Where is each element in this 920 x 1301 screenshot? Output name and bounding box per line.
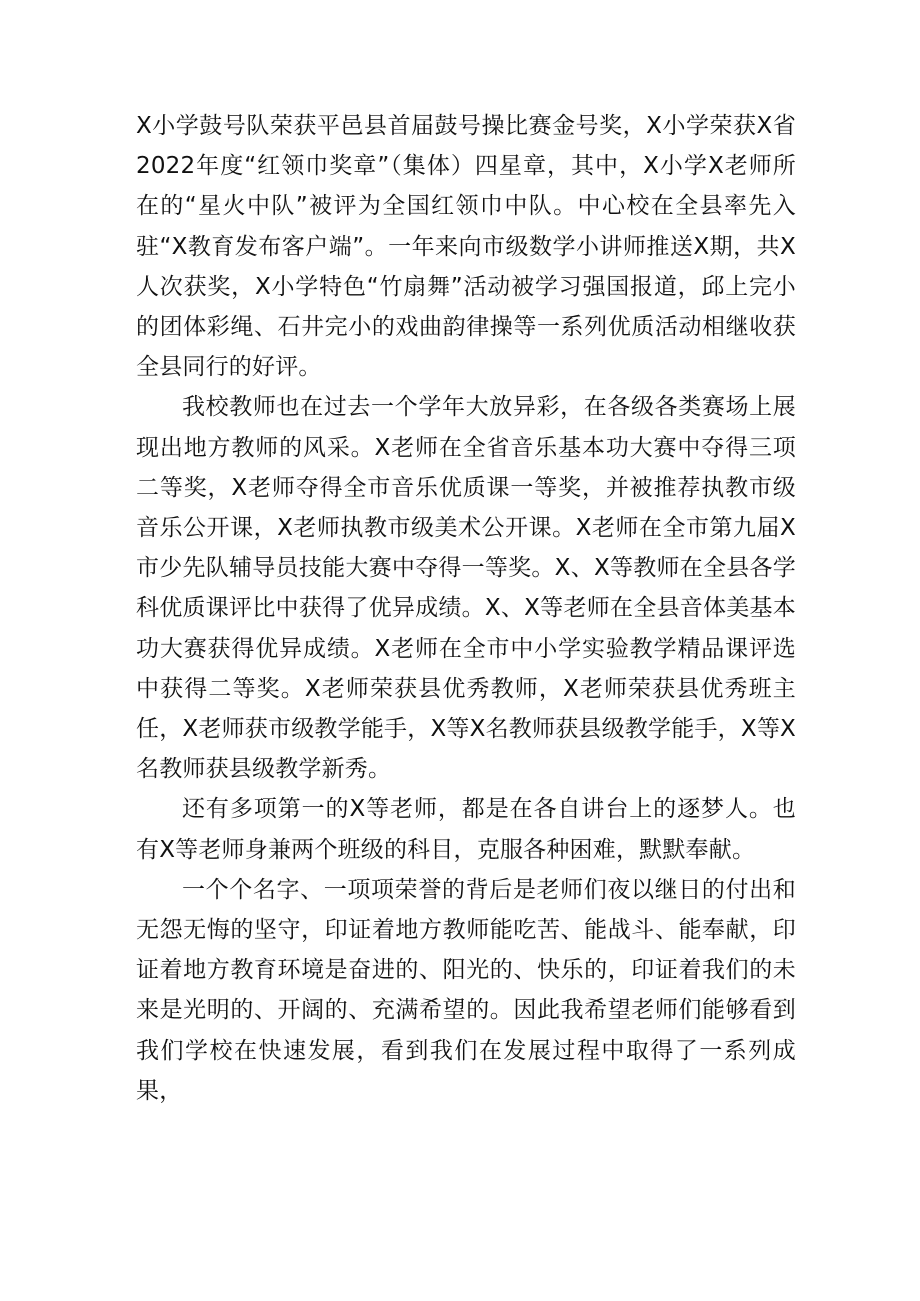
- paragraph-1: X小学鼓号队荣获平邑县首届鼓号操比赛金号奖，X小学荣获X省2022年度“红领巾奖章”（集体）四星章，其中，X小学X老师所在的“星火中队”被评为全国红领巾中队。中心校在全县率先入驻“X教育发布客户端”。一年来向市级数学小讲师推送X期，共X人次获奖，X小学特色“竹扇舞”活动被学习强国报道，邱上完小的团体彩绳、石井完小的戏曲韵律操等一系列优质活动相继收获全县同行的好评。: [136, 113, 796, 381]
- paragraph-4: 一个个名字、一项项荣誉的背后是老师们夜以继日的付出和无怨无悔的坚守，印证着地方教师能吃苦、能战斗、能奉献，印证着地方教育环境是奋进的、阳光的、快乐的，印证着我们的未来是光明的、开阔的、充满希望的。因此我希望老师们能够看到我们学校在快速发展，看到我们在发展过程中取得了一系列成果，: [136, 876, 796, 1104]
- paragraph-3: 还有多项第一的X等老师，都是在各自讲台上的逐梦人。也有X等老师身兼两个班级的科目，克服各种困难，默默奉献。: [136, 796, 796, 863]
- document-body: [136, 106, 796, 1111]
- paragraph-2: 我校教师也在过去一个学年大放异彩，在各级各类赛场上展现出地方教师的风采。X老师在全省音乐基本功大赛中夺得三项二等奖，X老师夺得全市音乐优质课一等奖，并被推荐执教市级音乐公开课，X老师执教市级美术公开课。X老师在全市第九届X市少先队辅导员技能大赛中夺得一等奖。X、X等教师在全县各学科优质课评比中获得了优异成绩。X、X等老师在全县音体美基本功大赛获得优异成绩。X老师在全市中小学实验教学精品课评选中获得二等奖。X老师荣获县优秀教师，X老师荣获县优秀班主任，X老师获市级教学能手，X等X名教师获县级教学能手，X等X名教师获县级教学新秀。: [136, 394, 796, 783]
